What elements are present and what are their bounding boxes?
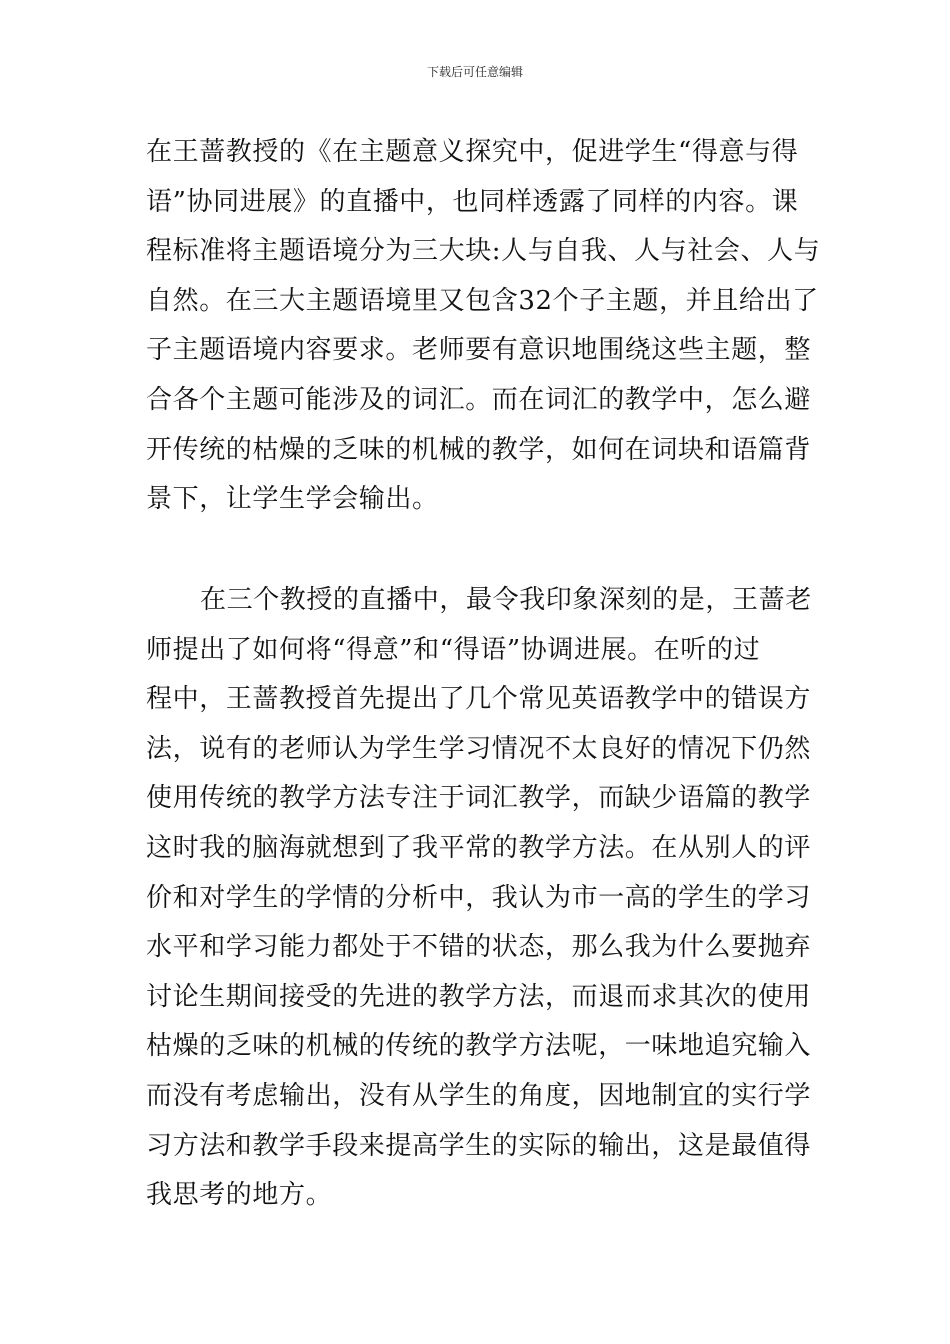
paragraph-line: 合各个主题可能涉及的词汇。而在词汇的教学中，怎么避	[146, 384, 812, 415]
paragraph-line: 使用传统的教学方法专注于词汇教学，而缺少语篇的教学	[146, 783, 812, 814]
paragraph-line: 我思考的地方。	[146, 1180, 333, 1211]
paragraph-line: 程标准将主题语境分为三大块:人与自我、人与社会、人与	[146, 236, 821, 267]
paragraph-line: 语”协同进展》的直播中，也同样透露了同样的内容。课	[146, 186, 799, 217]
paragraph-line: 价和对学生的学情的分析中，我认为市一高的学生的学习	[146, 882, 812, 913]
paragraph-line: 景下，让学生学会输出。	[146, 484, 439, 515]
paragraph-line: 开传统的枯燥的乏味的机械的教学，如何在词块和语篇背	[146, 434, 812, 465]
paragraph-line: 这时我的脑海就想到了我平常的教学方法。在从别人的评	[146, 832, 812, 863]
paragraph-line: 讨论生期间接受的先进的教学方法，而退而求其次的使用	[146, 981, 812, 1012]
paragraph-2	[146, 576, 810, 1221]
paragraph-1	[146, 128, 821, 525]
paragraph-line: 在三个教授的直播中，最令我印象深刻的是，王蔷老	[200, 585, 812, 615]
paragraph-line: 水平和学习能力都处于不错的状态，那么我为什么要抛弃	[146, 932, 812, 963]
paragraph-line: 师提出了如何将“得意”和“得语”协调进展。在听的过	[146, 634, 761, 665]
header-note: 下载后可任意编辑	[426, 65, 523, 79]
paragraph-line: 程中，王蔷教授首先提出了几个常见英语教学中的错误方	[146, 684, 812, 715]
paragraph-line: 而没有考虑输出，没有从学生的角度，因地制宜的实行学	[146, 1080, 812, 1111]
paragraph-line: 在王蔷教授的《在主题意义探究中，促进学生“得意与得	[146, 137, 799, 167]
paragraph-line: 子主题语境内容要求。老师要有意识地围绕这些主题，整	[146, 335, 812, 366]
paragraph-line: 自然。在三大主题语境里又包含32个子主题，并且给出了	[146, 285, 819, 316]
paragraph-line: 枯燥的乏味的机械的传统的教学方法呢，一味地追究输入	[146, 1031, 812, 1062]
paragraph-line: 习方法和教学手段来提高学生的实际的输出，这是最值得	[146, 1130, 812, 1161]
paragraph-line: 法，说有的老师认为学生学习情况不太良好的情况下仍然	[146, 733, 812, 764]
